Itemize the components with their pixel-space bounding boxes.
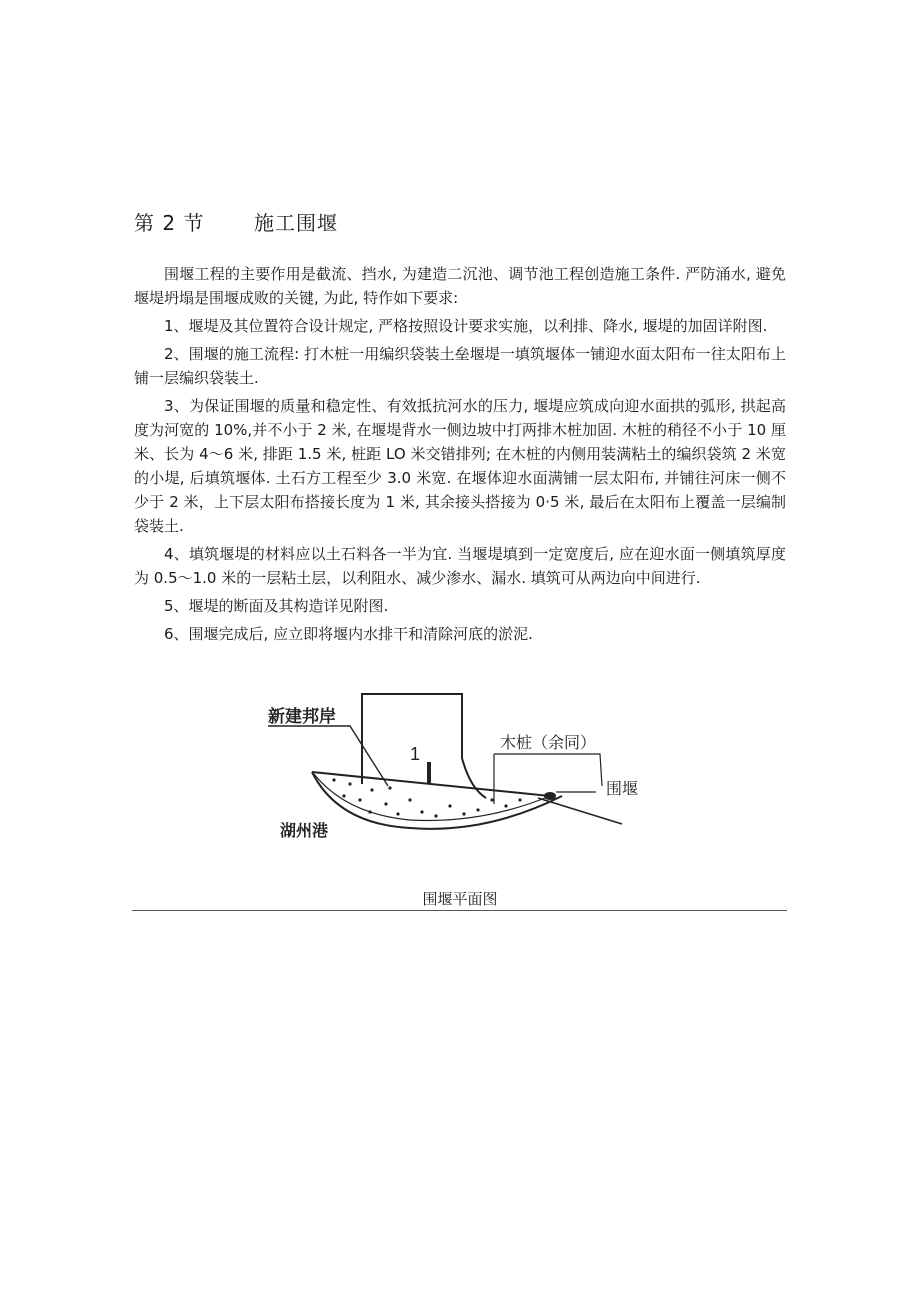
paragraph-item-6: 6、围堰完成后, 应立即将堰内水排干和清除河底的淤泥. (164, 625, 533, 643)
paragraph-item-1: 1、堰堤及其位置符合设计规定, 严格按照设计要求实施，以利排、降水, 堰堤的加固详附图. (164, 317, 768, 335)
pile-marker (544, 792, 556, 800)
paragraph-intro: 围堰工程的主要作用是截流、挡水, 为建造二沉池、调节池工程创造施工条件. 严防涌水, 避免堰堤坍塌是围堰成败的关键, 为此, 特作如下要求: (134, 265, 786, 307)
section-heading (134, 207, 338, 236)
paragraph-item-3: 3、为保证围堰的质量和稳定性、有效抵抗河水的压力, 堰堤应筑成向迎水面拱的弧形, 拱起高度为河宽的 10%,并不小于 2 米, 在堰堤背水一侧边坡中打两排木桩加固. 木桩的稍径不小于 10 厘米、长为 4～6 米, 排距 1.5 米, 桩距 LO 米交错排列; 在木桩的内侧用装满粘土的编织袋筑 2 米宽的小堤, 后填筑堰体. 土石方工程至少 3.0 米宽. 在堰体迎水面满铺一层太阳布, 并铺往河床一侧不少于 2 米，上下层太阳布搭接长度为 1 米, 其余接头搭接为 0·5 米, 最后在太阳布上覆盖一层编制袋装土. (134, 397, 786, 535)
label-cofferdam: 围堰 (606, 781, 639, 798)
paragraph-item-5: 5、堰堤的断面及其构造详见附图. (164, 597, 389, 615)
leader-wood-pile (494, 754, 602, 786)
label-wood-pile: 木桩（余同） (500, 735, 597, 752)
cofferdam-inner-curve (314, 774, 550, 821)
section-mark-bar (427, 762, 431, 784)
figure-caption: 围堰平面图 (422, 890, 498, 908)
cofferdam-plan-drawing (250, 688, 670, 868)
paragraph-item-4: 4、填筑堰堤的材料应以土石料各一半为宜. 当堰堤填到一定宽度后, 应在迎水面一侧填筑厚度为 0.5～1.0 米的一层粘土层，以利阻水、减少渗水、漏水. 填筑可从两边向中间进行. (134, 545, 786, 587)
section-title: 施工围堰 (254, 211, 338, 235)
label-new-bank: 新建邦岸 (268, 707, 336, 726)
section-mark-number: 1 (410, 744, 421, 764)
label-port: 湖州港 (280, 823, 329, 840)
paragraph-item-2: 2、围堰的施工流程: 打木桩一用编织袋装土垒堰堤一填筑堰体一铺迎水面太阳布一往太阳布上铺一层编织袋装土. (134, 345, 786, 387)
body-text (134, 262, 786, 650)
cofferdam-plan-figure (250, 688, 670, 868)
cofferdam-extension-line (538, 798, 622, 824)
section-number: 第 2 节 (134, 211, 205, 235)
divider-line (132, 910, 787, 911)
